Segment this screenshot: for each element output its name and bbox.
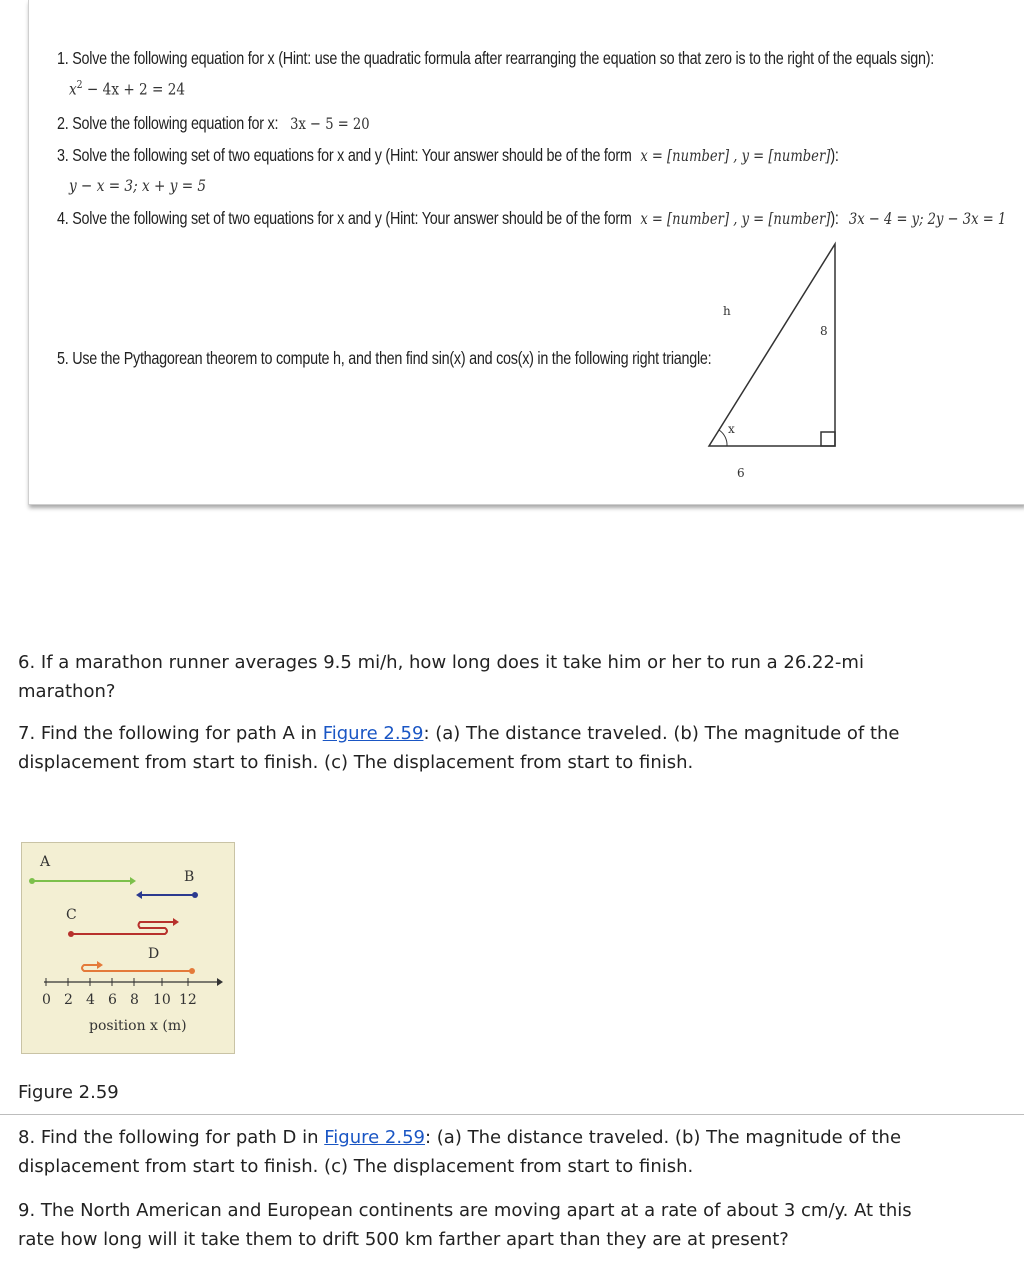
question-9: 9. The North American and European continents are moving apart at a rate of about 3 cm/y. At this rate how long will it take them to drift 500 km farther apart than they are at present? xyxy=(18,1200,912,1250)
path-b-arrowhead xyxy=(136,891,142,899)
angle-x-label: x xyxy=(728,422,735,436)
hypotenuse-label: h xyxy=(723,304,731,318)
path-b-label: B xyxy=(184,869,195,885)
question-3-equation: y − x = 3; x + y = 5 xyxy=(69,176,207,195)
question-6: 6. If a marathon runner averages 9.5 mi/h, how long does it take him or her to run a 26.22-mi marathon? xyxy=(18,652,864,702)
question-8: 8. Find the following for path D in Figure 2.59: (a) The distance traveled. (b) The magnitude of the displacement from start to finish. (c) The displacement from start to finish. xyxy=(18,1127,902,1177)
question-1-equation: $x^2 - 4x + 2 = 24$ xyxy=(69,78,186,99)
divider xyxy=(0,1114,1024,1115)
question-7: 7. Find the following for path A in Figure 2.59: (a) The distance traveled. (b) The magnitude of the displacement from start to finish. (c) The displacement from start to finish. xyxy=(18,723,900,773)
question-2: 2. Solve the following equation for x: 3x − 5 = 20 xyxy=(57,113,370,133)
triangle-outline xyxy=(709,244,835,446)
path-a-arrowhead xyxy=(130,877,136,885)
axis-label: position x (m) xyxy=(89,1018,187,1034)
right-triangle-diagram xyxy=(699,238,849,453)
figure-2-59-link[interactable]: Figure 2.59 xyxy=(322,723,424,744)
figure-2-59-link[interactable]: Figure 2.59 xyxy=(324,1127,425,1148)
question-4-answer-form: x = [number] , y = [number] xyxy=(640,209,831,228)
question-5-text: 5. Use the Pythagorean theorem to compute h, and then find sin(x) and cos(x) in the following right triangle: xyxy=(57,348,712,368)
path-d-label: D xyxy=(148,946,160,962)
path-b-start xyxy=(192,892,198,898)
path-c-line xyxy=(71,922,174,934)
question-4: 4. Solve the following set of two equations for x and y (Hint: Your answer should be of the form x = [number] , y = [number]): 3x − 4 = y; 2y − 3x = 1 xyxy=(57,208,1007,228)
path-c-start xyxy=(68,931,74,937)
tick-label-0: 0 xyxy=(42,992,51,1008)
vertical-side-label: 8 xyxy=(820,324,828,338)
question-4-equation: 3x − 4 = y; 2y − 3x = 1 xyxy=(848,209,1007,228)
tick-label-4: 4 xyxy=(86,992,95,1008)
path-d-start xyxy=(189,968,195,974)
axis-arrowhead xyxy=(217,978,223,986)
question-3: 3. Solve the following set of two equations for x and y (Hint: Your answer should be of the form x = [number] , y = [number]): xyxy=(57,145,839,165)
question-3-answer-form: x = [number] , y = [number] xyxy=(640,146,831,165)
tick-label-10: 10 xyxy=(153,992,171,1008)
path-d-arrowhead xyxy=(97,961,103,969)
base-side-label: 6 xyxy=(737,466,745,480)
tick-label-2: 2 xyxy=(64,992,73,1008)
figure-caption: Figure 2.59 xyxy=(18,1082,119,1103)
question-1-text: 1. Solve the following equation for x (Hint: use the quadratic formula after rearranging the equation so that zero is to the right of the equals sign): xyxy=(57,48,935,68)
tick-label-12: 12 xyxy=(179,992,197,1008)
angle-arc xyxy=(719,430,727,446)
figure-2-59 xyxy=(21,842,235,1054)
path-c-arrowhead xyxy=(173,918,179,926)
tick-label-6: 6 xyxy=(108,992,117,1008)
path-a-label: A xyxy=(40,854,51,870)
path-a-start xyxy=(29,878,35,884)
tick-label-8: 8 xyxy=(130,992,139,1008)
question-2-equation: 3x − 5 = 20 xyxy=(290,114,370,133)
right-angle-marker xyxy=(821,432,835,446)
path-c-label: C xyxy=(66,907,77,923)
worksheet-card xyxy=(28,0,1024,505)
